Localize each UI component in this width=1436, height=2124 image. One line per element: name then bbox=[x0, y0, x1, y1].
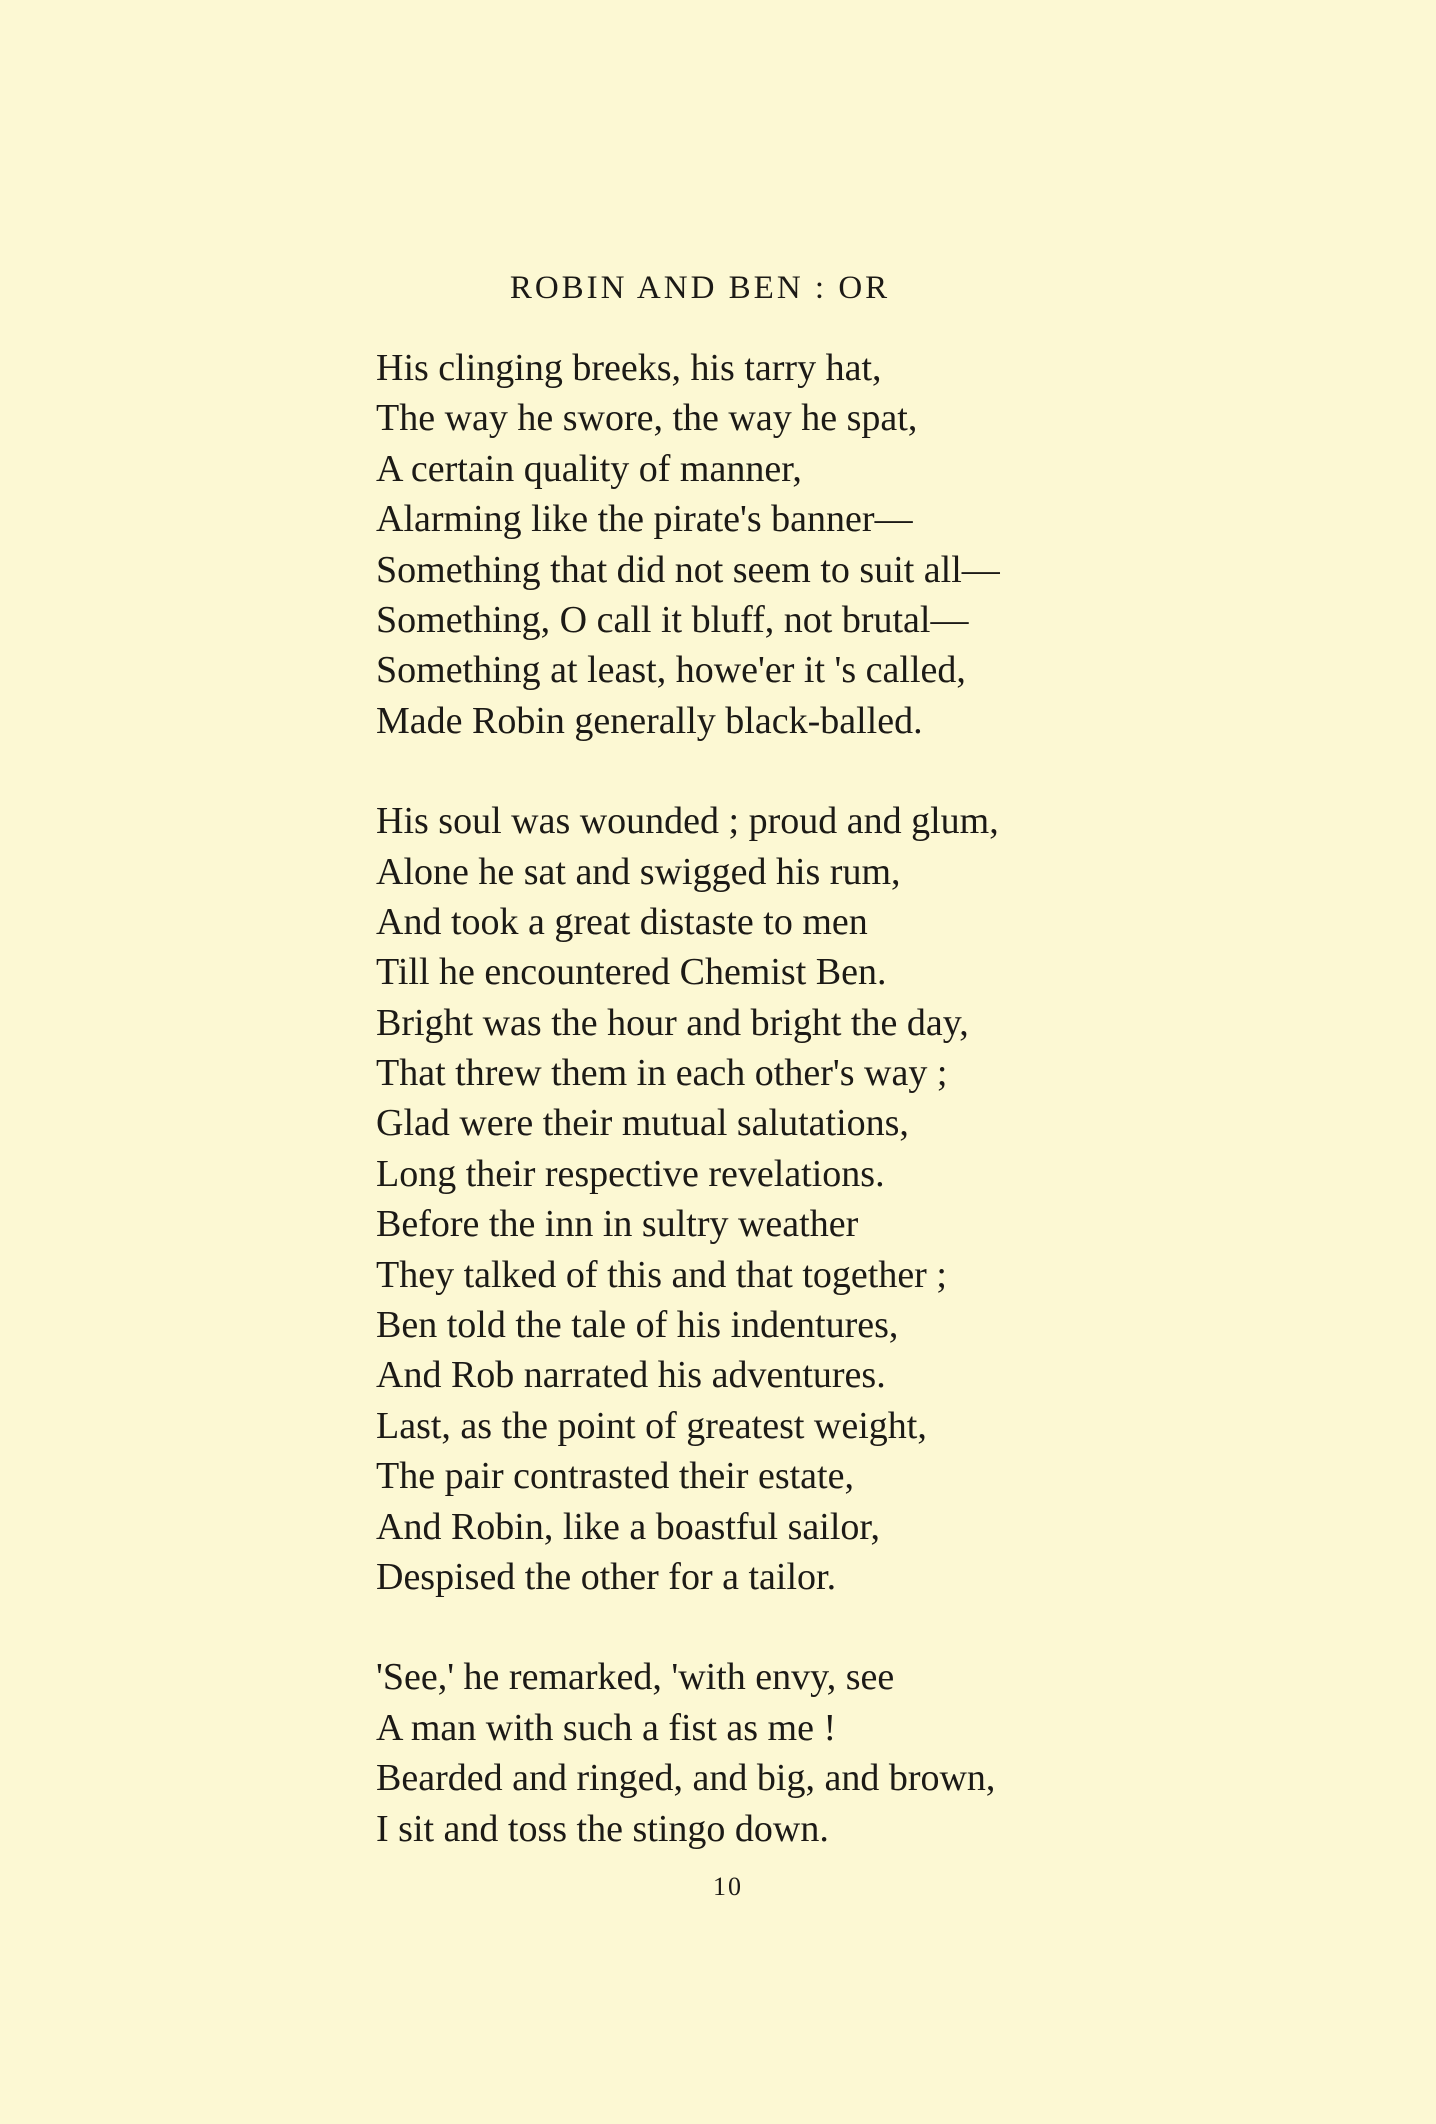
verse-line: Bearded and ringed, and big, and brown, bbox=[376, 1757, 996, 1800]
page-number: 10 bbox=[713, 1872, 743, 1901]
verse-line: Something at least, howe'er it 's called, bbox=[376, 649, 966, 692]
verse-line: The pair contrasted their estate, bbox=[376, 1455, 854, 1498]
verse-line: That threw them in each other's way ; bbox=[376, 1052, 948, 1095]
verse-line: Alone he sat and swigged his rum, bbox=[376, 850, 901, 893]
verse-line: Last, as the point of greatest weight, bbox=[376, 1404, 927, 1447]
stanza-break bbox=[376, 746, 1376, 796]
verse-line: Alarming like the pirate's banner— bbox=[376, 498, 913, 541]
verse-line: Till he encountered Chemist Ben. bbox=[376, 951, 887, 994]
verse-line: Made Robin generally black-balled. bbox=[376, 699, 923, 742]
stanza-1 bbox=[376, 343, 1376, 746]
verse-line: Glad were their mutual salutations, bbox=[376, 1102, 909, 1145]
verse-line: Bright was the hour and bright the day, bbox=[376, 1001, 969, 1044]
verse-line: His clinging breeks, his tarry hat, bbox=[376, 347, 882, 389]
verse-line: Despised the other for a tailor. bbox=[376, 1555, 837, 1598]
verse-line: Long their respective revelations. bbox=[376, 1152, 885, 1195]
verse-line: His soul was wounded ; proud and glum, bbox=[376, 800, 999, 843]
verse-line: Something, O call it bluff, not brutal— bbox=[376, 598, 969, 641]
verse-line: A certain quality of manner, bbox=[376, 447, 802, 490]
verse-line: They talked of this and that together ; bbox=[376, 1253, 947, 1296]
stanza-2 bbox=[376, 796, 1376, 1602]
stanza-break bbox=[376, 1602, 1376, 1652]
verse-line: And Robin, like a boastful sailor, bbox=[376, 1505, 881, 1548]
verse-line: Before the inn in sultry weather bbox=[376, 1203, 859, 1246]
verse-line: Something that did not seem to suit all— bbox=[376, 548, 1000, 591]
poem-body bbox=[376, 343, 1376, 1854]
verse-line: The way he swore, the way he spat, bbox=[376, 397, 918, 440]
verse-line: Ben told the tale of his indentures, bbox=[376, 1304, 899, 1347]
running-head: ROBIN AND BEN : OR bbox=[509, 270, 891, 306]
verse-line: A man with such a fist as me ! bbox=[376, 1706, 837, 1749]
verse-line: And took a great distaste to men bbox=[376, 900, 868, 943]
verse-line: And Rob narrated his adventures. bbox=[376, 1354, 886, 1397]
verse-line: I sit and toss the stingo down. bbox=[376, 1807, 829, 1850]
stanza-3 bbox=[376, 1652, 1376, 1854]
verse-line: 'See,' he remarked, 'with envy, see bbox=[376, 1656, 895, 1699]
